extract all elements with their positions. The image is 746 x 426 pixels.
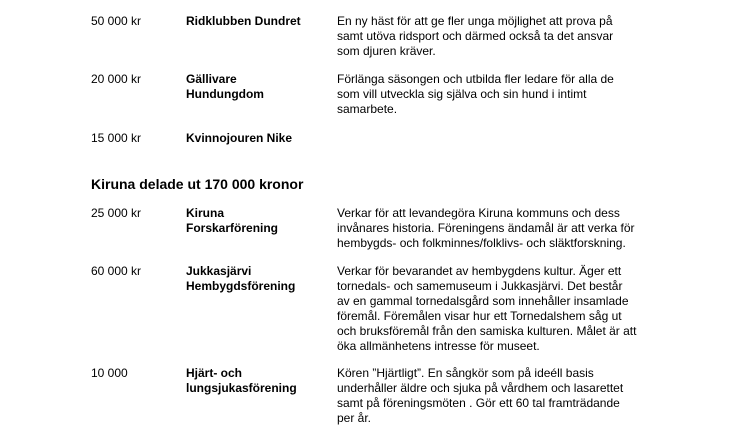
section-heading: Kiruna delade ut 170 000 kronor [91,176,304,192]
grant-description: En ny häst för att ge fler unga möjlighet att prova på samt utöva ridsport och därmed också ta det ansvar som djuren kräver. [337,14,614,58]
grant-description: Förlänga säsongen och utbilda fler ledare för alla de som vill utveckla sig själva och sin hund i intimt samarbete. [337,72,614,116]
grant-amount: 50 000 kr [91,14,142,28]
grant-description: Kören ”Hjärtligt”. En sångkör som på ideéll basis underhåller äldre och sjuka på vårdhem och lasarettet samt på föreningsmöten . Gör ett 60 tal framträdande per år. [337,366,624,425]
organization-name: Gällivare Hundungdom [186,72,264,101]
grant-amount: 25 000 kr [91,206,142,220]
grant-amount: 10 000 [91,366,128,380]
grant-description: Verkar för bevarandet av hembygdens kultur. Äger ett tornedals- och samemuseum i Jukkasjärvi. Det består av en gammal tornedalsgård som innehåller insamlade föremål. Föremålen visar hur ett Tornedalshem såg ut och bruksföremål från den samiska kulturen. Målet är att öka allmänhetens intresse för museet. [337,264,637,353]
organization-name: Kvinnojouren Nike [186,131,293,145]
organization-name: Hjärt- och lungsjukasförening [186,366,297,395]
organization-name: Jukkasjärvi Hembygdsförening [186,264,296,293]
grant-description: Verkar för att levandegöra Kiruna kommuns och dess invånares historia. Föreningens ändamål är att verka för hembygds- och folkminnes/folklivs- och släktforskning. [337,206,635,250]
grant-amount: 60 000 kr [91,264,142,278]
organization-name: Kiruna Forskarförening [186,206,279,235]
grant-amount: 20 000 kr [91,72,142,86]
grant-amount: 15 000 kr [91,131,142,145]
organization-name: Ridklubben Dundret [186,14,301,28]
